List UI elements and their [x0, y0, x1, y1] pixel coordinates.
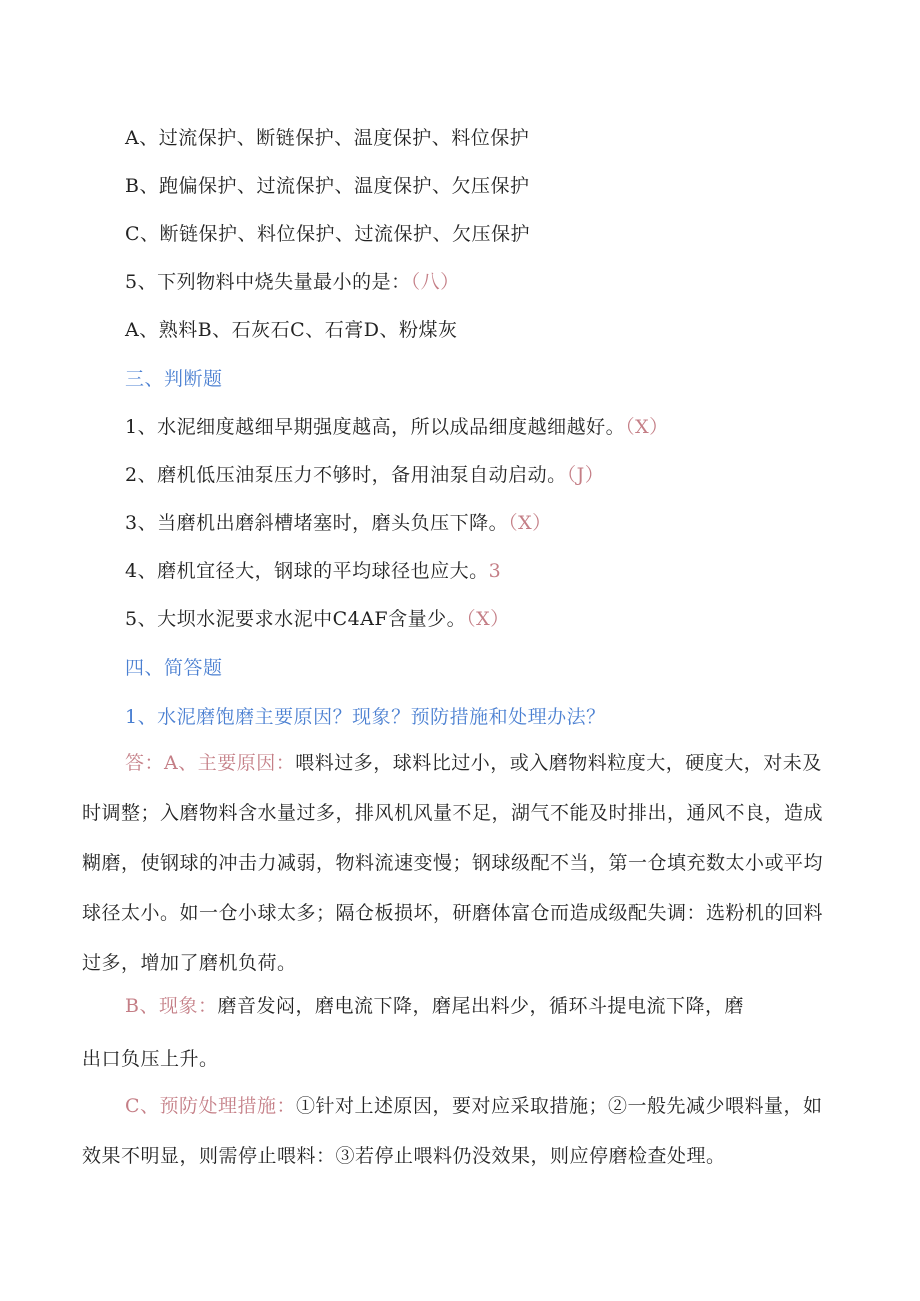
- judgement-item: [125, 463, 604, 487]
- answer-a-line: 球径太小。如一仓小球太多；隔仓板损坏，研磨体富仓而造成级配失调：选粉机的回料: [82, 902, 824, 924]
- section-title-judgement: 三、判断题: [125, 368, 223, 390]
- answer-a-paragraph: [82, 738, 842, 988]
- question-answer: （八）: [410, 271, 460, 293]
- question-5-options: A、熟料B、石灰石C、石膏D、粉煤灰: [125, 319, 458, 341]
- answer-a-label: 答：A、主要原因：: [125, 752, 296, 774]
- judgement-answer: （X）: [625, 416, 669, 438]
- judgement-text: 1、水泥细度越细早期强度越高，所以成品细度越细越好。: [125, 416, 626, 438]
- answer-c-label: C、预防处理措施：: [125, 1095, 297, 1117]
- answer-a-line: 喂料过多，球料比过小，或入磨物料粒度大，硬度大，对未及: [295, 752, 822, 774]
- section-title-short-answer: 四、简答题: [125, 657, 223, 679]
- answer-c-line: 效果不明显，则需停止喂料：③若停止喂料仍没效果，则应停磨检查处理。: [82, 1145, 726, 1167]
- judgement-answer: （X）: [508, 512, 552, 534]
- answer-b-line: 磨音发闷，磨电流下降，磨尾出料少，循环斗提电流下降，磨: [217, 995, 744, 1017]
- answer-b-label: B、现象：: [125, 995, 218, 1017]
- answer-b-paragraph: [82, 981, 842, 1031]
- judgement-answer: 3: [488, 560, 502, 582]
- judgement-item: [125, 607, 510, 631]
- judgement-text: 4、磨机宜径大，钢球的平均球径也应大。: [125, 560, 489, 582]
- answer-c-line: ①针对上述原因，要对应采取措施；②一般先减少喂料量，如: [296, 1095, 823, 1117]
- judgement-item: [125, 511, 552, 535]
- short-answer-question: 1、水泥磨饱磨主要原因？现象？预防措施和处理办法？: [125, 706, 606, 728]
- judgement-item: [125, 559, 501, 583]
- answer-a-line: 过多，增加了磨机负荷。: [82, 952, 297, 974]
- answer-c-paragraph: [82, 1081, 842, 1181]
- answer-a-line: 时调整；入磨物料含水量过多，排风机风量不足，湖气不能及时排出，通风不良，造成: [82, 802, 824, 824]
- answer-b-line: 出口负压上升。: [82, 1048, 219, 1070]
- question-text: 5、下列物料中烧失量最小的是：: [125, 271, 411, 293]
- question-5: [125, 270, 460, 294]
- answer-b-continuation: [82, 1034, 842, 1084]
- judgement-text: 2、磨机低压油泵压力不够时，备用油泵自动启动。: [125, 464, 567, 486]
- judgement-text: 3、当磨机出磨斜槽堵塞时，磨头负压下降。: [125, 512, 509, 534]
- option-b: B、跑偏保护、过流保护、温度保护、欠压保护: [125, 175, 530, 197]
- judgement-answer: （J）: [566, 464, 605, 486]
- judgement-item: [125, 415, 669, 439]
- judgement-text: 5、大坝水泥要求水泥中C4AF含量少。: [125, 608, 467, 630]
- option-a: A、过流保护、断链保护、温度保护、料位保护: [125, 127, 530, 149]
- answer-a-line: 糊磨，使钢球的冲击力减弱，物料流速变慢；钢球级配不当，第一仓填充数太小或平均: [82, 852, 824, 874]
- judgement-answer: （X）: [466, 608, 510, 630]
- option-c: C、断链保护、料位保护、过流保护、欠压保护: [125, 223, 531, 245]
